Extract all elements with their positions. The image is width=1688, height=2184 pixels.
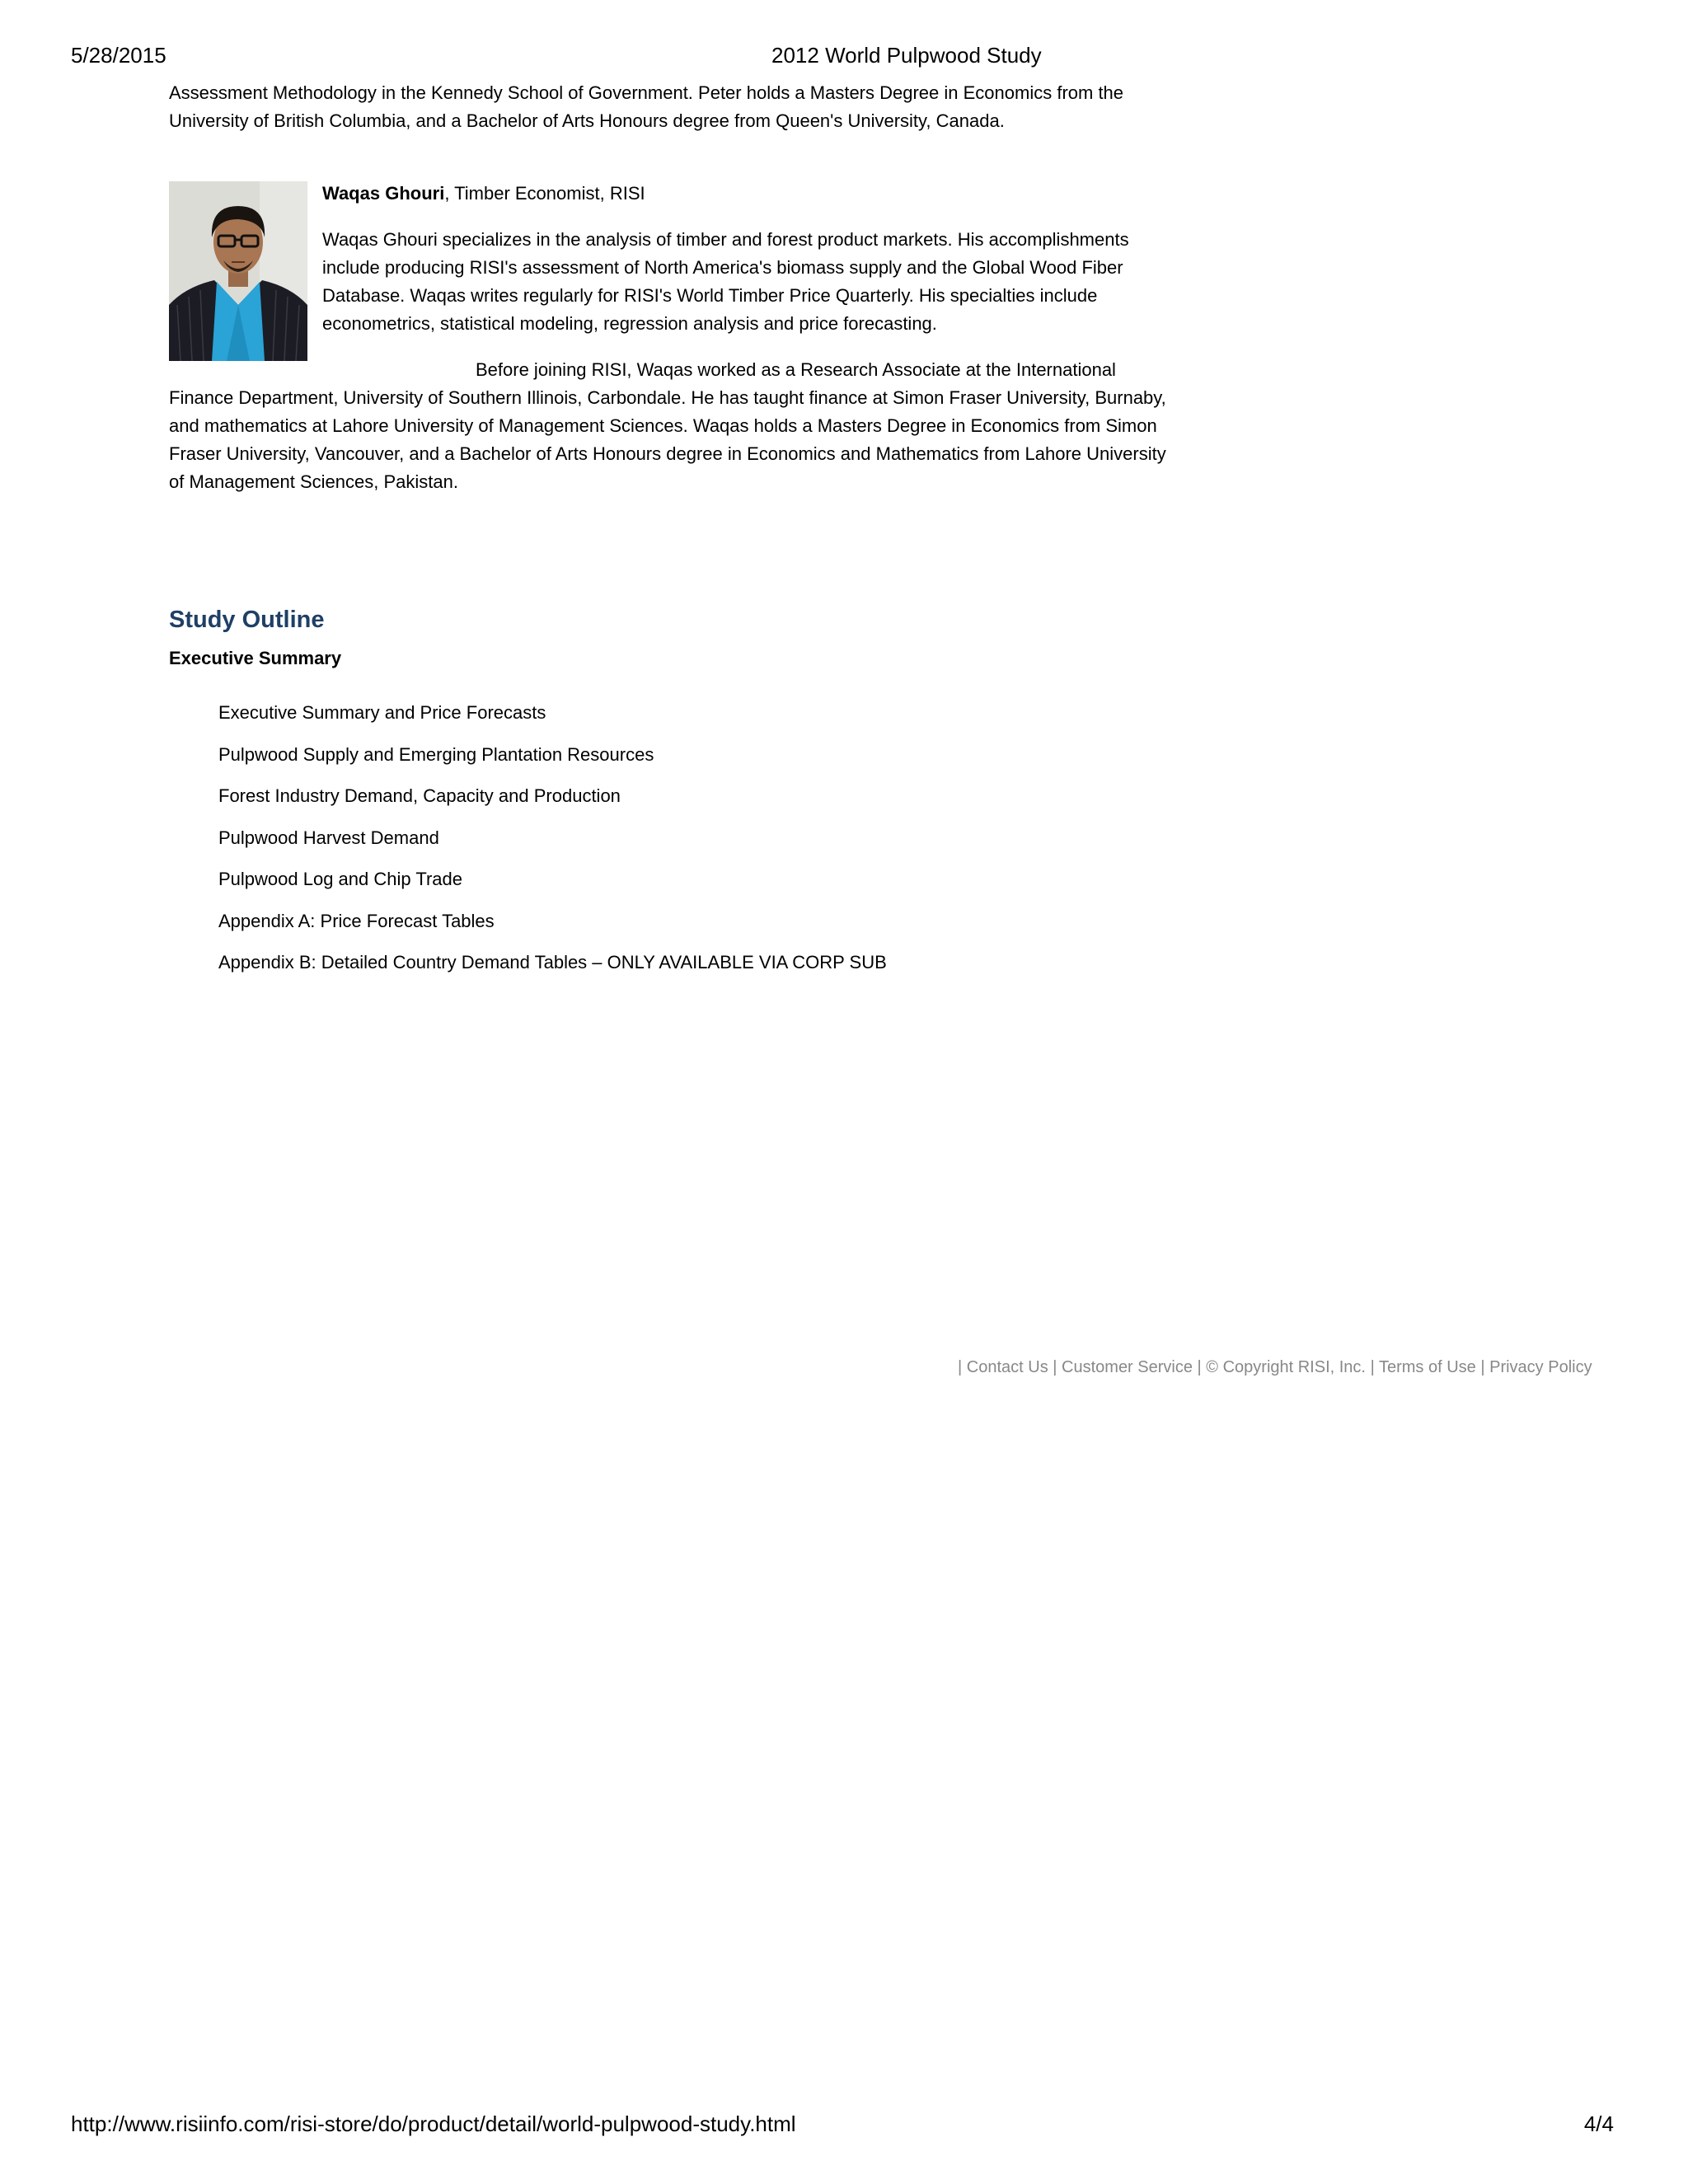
footer-separator: | <box>1370 1358 1375 1376</box>
bio-paragraph-2: Before joining RISI, Waqas worked as a Research Associate at the International Finance Department, University of Southern Illinois, Carbondale. He has taught finance at Simon Fraser University, Burnaby, and mathematics at Lahore University of Management Sciences. Waqas holds a Masters Degree in Economics from Simon Fraser University, Vancouver, and a Bachelor of Arts Honours degree in Economics and Mathematics from Lahore University of Management Sciences, Pakistan. <box>169 359 1166 492</box>
footer-separator: | <box>1053 1358 1057 1376</box>
footer-links <box>958 1358 1592 1377</box>
outline-item: Pulpwood Harvest Demand <box>218 827 439 848</box>
bio-name-line <box>169 180 1183 208</box>
copyright-link[interactable]: © Copyright RISI, Inc. <box>1206 1358 1366 1376</box>
print-date: 5/28/2015 <box>71 43 166 68</box>
privacy-policy-link[interactable]: Privacy Policy <box>1489 1358 1592 1376</box>
intro-continued-text: Assessment Methodology in the Kennedy School of Government. Peter holds a Masters Degree in Economics from the University of British Columbia, and a Bachelor of Arts Honours degree from Queen's University, Canada. <box>169 82 1124 131</box>
customer-service-link[interactable]: Customer Service <box>1062 1358 1193 1376</box>
print-footer <box>71 2111 1614 2141</box>
outline-item: Pulpwood Supply and Emerging Plantation Resources <box>218 743 654 765</box>
contact-us-link[interactable]: Contact Us <box>966 1358 1048 1376</box>
print-page-number: 4/4 <box>1583 2111 1614 2136</box>
executive-summary-heading: Executive Summary <box>169 648 342 668</box>
outline-item: Executive Summary and Price Forecasts <box>218 702 546 723</box>
outline-item: Appendix B: Detailed Country Demand Tables – ONLY AVAILABLE VIA CORP SUB <box>218 952 887 972</box>
print-url: http://www.risiinfo.com/risi-store/do/product/detail/world-pulpwood-study.html <box>71 2111 796 2136</box>
study-outline-title: Study Outline <box>169 607 325 633</box>
footer-separator: | <box>1480 1358 1485 1376</box>
bio-block <box>169 180 1183 514</box>
outline-item: Forest Industry Demand, Capacity and Production <box>218 785 621 806</box>
print-header <box>71 43 1614 73</box>
print-title: 2012 World Pulpwood Study <box>771 43 1042 68</box>
page-content <box>169 79 1183 991</box>
portrait-photo <box>169 181 307 361</box>
bio-name: Waqas Ghouri <box>322 183 445 204</box>
terms-of-use-link[interactable]: Terms of Use <box>1378 1358 1476 1376</box>
footer-separator: | <box>1197 1358 1202 1376</box>
bio-role: , Timber Economist, RISI <box>444 183 645 204</box>
bio-paragraph-1: Waqas Ghouri specializes in the analysis of timber and forest product markets. His accomplishments include producing RISI's assessment of North America's biomass supply and the Global Wood Fiber Database. Waqas writes regularly for RISI's World Timber Price Quarterly. His specialties include econometrics, statistical modeling, regression analysis and price forecasting. <box>322 229 1129 334</box>
outline-item: Pulpwood Log and Chip Trade <box>218 869 462 889</box>
footer-separator: | <box>958 1358 963 1376</box>
study-outline-list <box>169 699 1183 991</box>
outline-item: Appendix A: Price Forecast Tables <box>218 910 495 931</box>
